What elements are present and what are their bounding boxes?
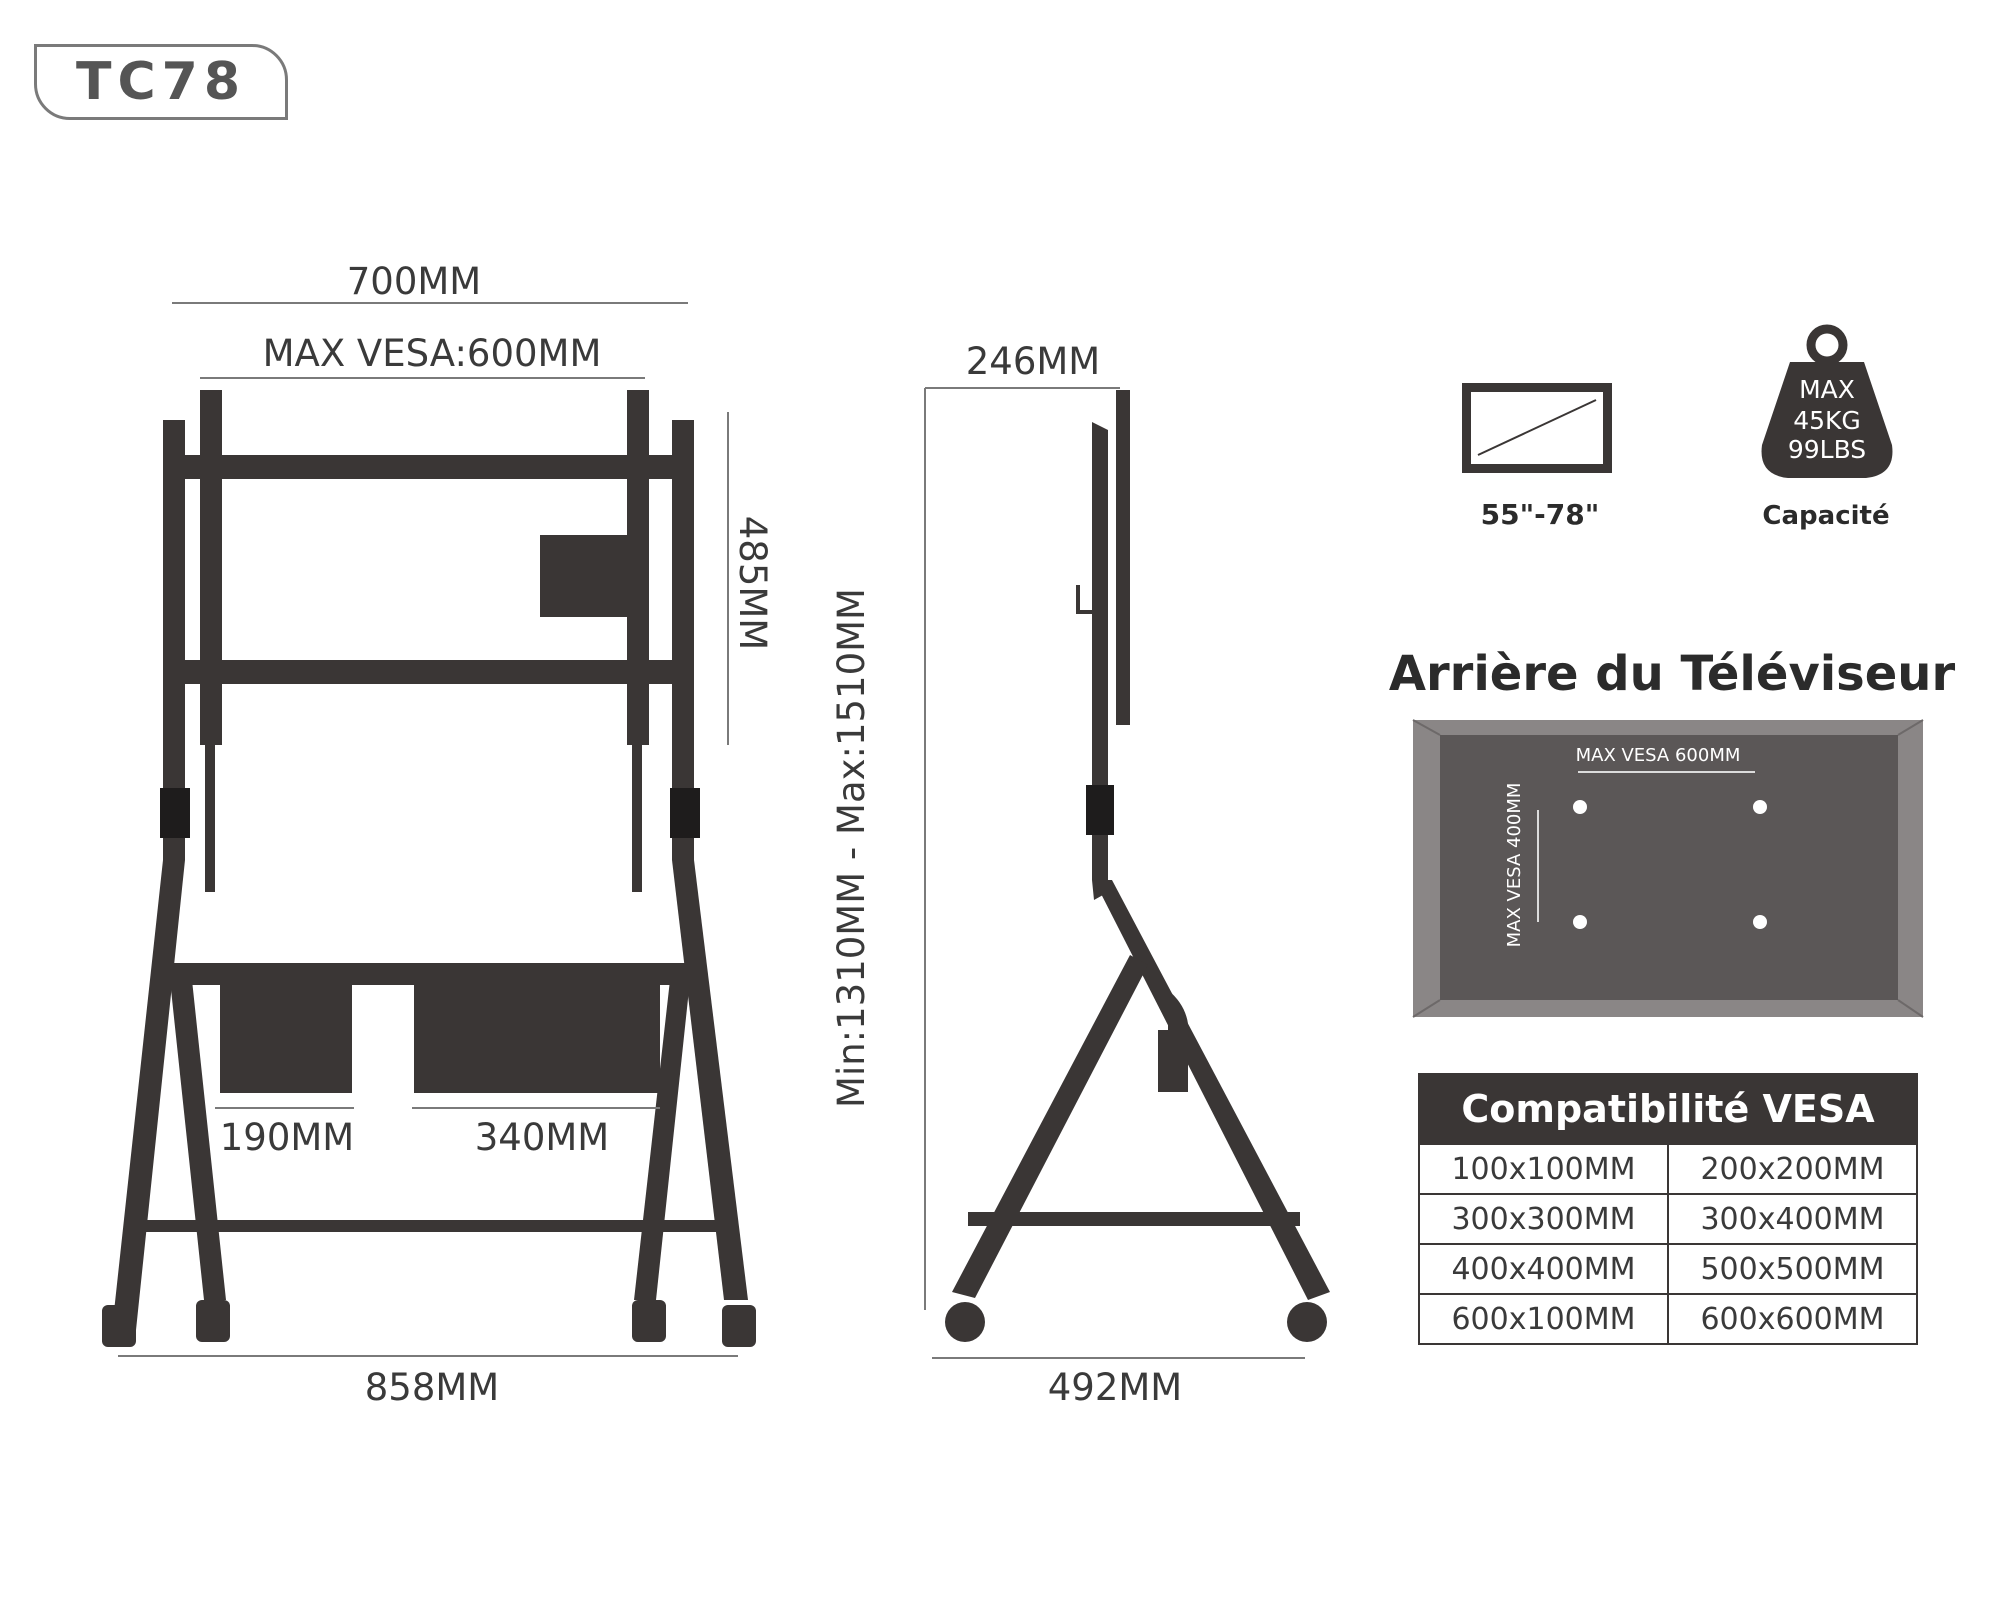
vesa-horizontal-label: MAX VESA 600MM (1575, 745, 1741, 766)
max-vesa-label: MAX VESA:600MM (262, 332, 602, 375)
depth-top-label: 246MM (965, 340, 1101, 383)
vesa-cell: 200x200MM (1668, 1144, 1917, 1194)
height-range-label: Min:1310MM - Max:1510MM (830, 588, 873, 1108)
left-rear-leg (170, 980, 226, 1300)
base-width-label: 858MM (364, 1366, 500, 1409)
vesa-cell: 400x400MM (1419, 1244, 1668, 1294)
capacity-kg-label: 45KG (1793, 406, 1861, 435)
front-base-bar (138, 1220, 718, 1232)
vesa-hole (1573, 800, 1587, 814)
vesa-table-title: Compatibilité VESA (1419, 1074, 1917, 1144)
table-row (1419, 1294, 1917, 1344)
shelf-box-right (414, 985, 660, 1093)
side-caster-left (945, 1302, 985, 1342)
vesa-cell: 300x300MM (1419, 1194, 1668, 1244)
vesa-cell: 600x100MM (1419, 1294, 1668, 1344)
capacity-max-label: MAX (1799, 375, 1855, 404)
left-front-leg (112, 860, 185, 1330)
capacity-block (1762, 329, 1893, 531)
side-front-leg (1094, 880, 1330, 1300)
vesa-hole (1573, 915, 1587, 929)
right-vesa-rail (627, 390, 649, 745)
side-hook (1078, 585, 1094, 612)
shelf-right-label: 340MM (474, 1116, 610, 1159)
vesa-compatibility-table (1418, 1073, 1918, 1345)
table-row (1419, 1244, 1917, 1294)
front-casters (102, 1300, 756, 1347)
width-top-label: 700MM (346, 260, 482, 303)
upper-crossbar (168, 455, 688, 479)
left-rail-extension (205, 745, 215, 892)
right-rail-extension (632, 745, 642, 892)
vesa-cell: 500x500MM (1668, 1244, 1917, 1294)
bracket-height-label: 485MM (731, 515, 774, 651)
right-front-leg (672, 860, 748, 1300)
vesa-vertical-label: MAX VESA 400MM (1504, 782, 1525, 948)
shelf-left-label: 190MM (219, 1116, 355, 1159)
vesa-hole (1753, 915, 1767, 929)
side-view (830, 340, 1330, 1409)
side-upright (1092, 422, 1108, 790)
shelf-box-left (220, 985, 352, 1093)
lower-crossbar (168, 660, 688, 684)
side-height-clamp (1086, 785, 1114, 835)
screen-size-block (1462, 383, 1612, 531)
right-height-clamp (670, 788, 700, 838)
side-caster-right (1287, 1302, 1327, 1342)
side-base-bar (968, 1212, 1300, 1226)
left-height-clamp (160, 788, 190, 838)
vesa-cell: 100x100MM (1419, 1144, 1668, 1194)
tv-back-title: Arrière du Téléviseur (1388, 646, 1956, 702)
side-rear-leg (952, 955, 1148, 1298)
model-badge: TC78 (34, 44, 288, 120)
table-row (1419, 1144, 1917, 1194)
front-view (102, 260, 774, 1409)
shelf-top (170, 963, 690, 985)
table-row (1419, 1194, 1917, 1244)
accessory-box (540, 535, 628, 617)
tv-back-section (1389, 646, 1956, 1017)
vesa-hole (1753, 800, 1767, 814)
screen-size-label: 55"-78" (1480, 498, 1600, 531)
left-vesa-rail (200, 390, 222, 745)
base-depth-label: 492MM (1047, 1366, 1183, 1409)
vesa-cell: 300x400MM (1668, 1194, 1917, 1244)
capacity-lbs-label: 99LBS (1787, 435, 1867, 464)
capacity-label: Capacité (1762, 501, 1890, 531)
side-tv-bracket (1116, 390, 1130, 725)
weight-icon (1811, 329, 1843, 361)
side-shelf-box (1158, 1030, 1188, 1092)
vesa-cell: 600x600MM (1668, 1294, 1917, 1344)
